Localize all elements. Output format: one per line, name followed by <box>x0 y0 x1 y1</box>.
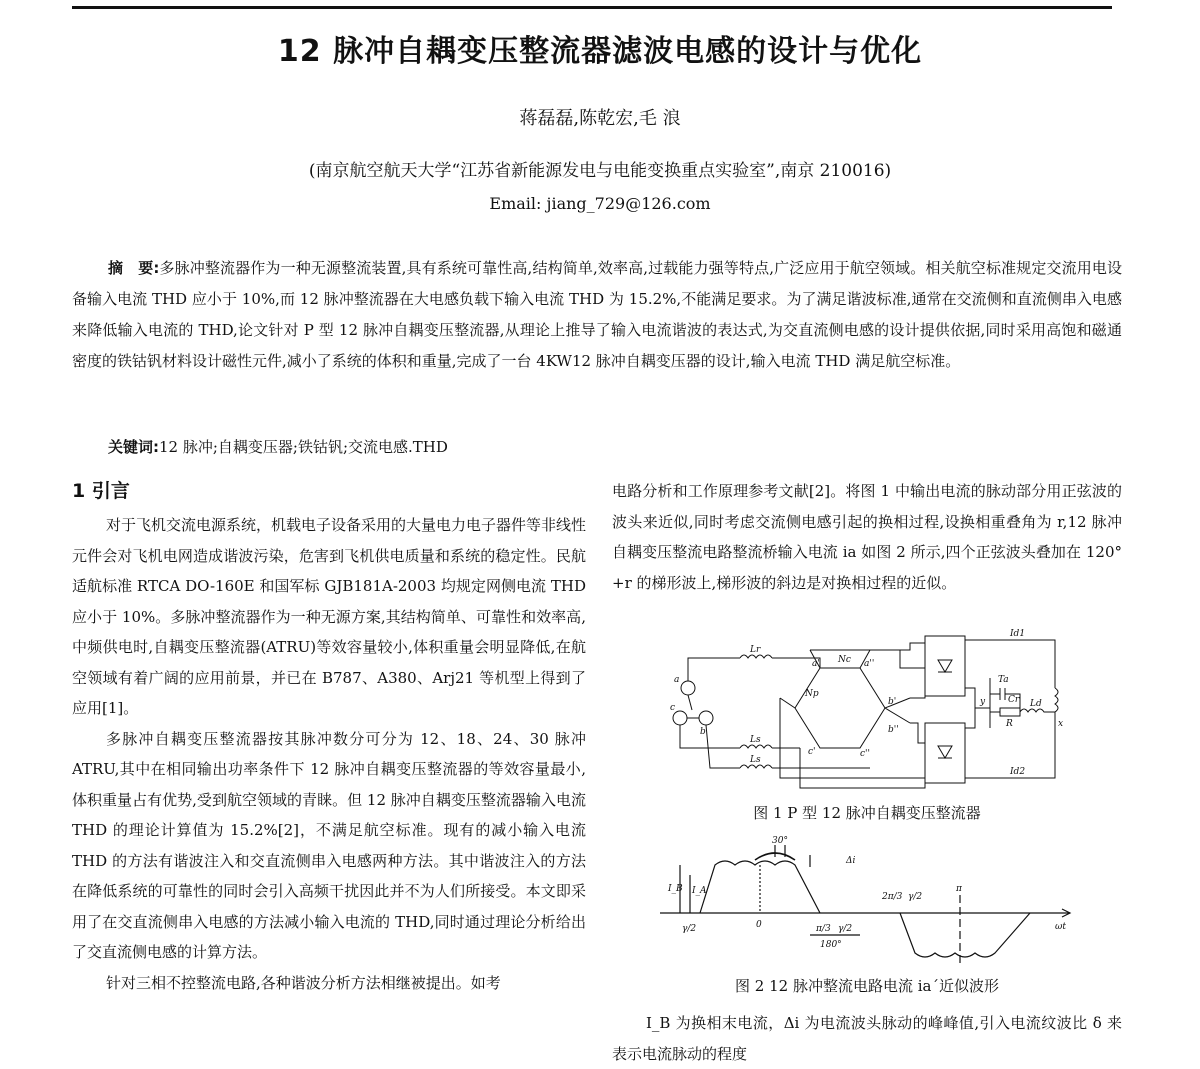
fig1-label-a1: a' <box>812 659 820 669</box>
fig1-label-a: a <box>674 675 680 685</box>
fig2-label-pi: π <box>956 884 962 894</box>
left-column <box>72 476 586 998</box>
fig1-label-r: R <box>1006 719 1013 729</box>
figure-1-caption: 图 1 P 型 12 脉冲自耦变压整流器 <box>753 804 981 822</box>
paper-title: 12 脉冲自耦变压整流器滤波电感的设计与优化 <box>277 34 923 69</box>
fig1-label-ld: Ld <box>1030 699 1042 709</box>
fig1-label-ls2: Ls <box>750 755 761 765</box>
paragraph-right-2: I_B 为换相末电流，Δi 为电流波头脉动的峰峰值,引入电流纹波比 δ 来表示电流脉动的程度 <box>612 1014 1122 1063</box>
fig2-label-2pi3: 2π/3 <box>882 892 903 902</box>
figure-2-caption: 图 2 12 脉冲整流电路电流 ia´近似波形 <box>735 977 999 995</box>
top-rule <box>72 6 1112 9</box>
fig1-label-a2: a'' <box>864 659 875 669</box>
fig1-label-ls: Ls <box>750 735 761 745</box>
fig1-label-b1: b' <box>888 697 897 707</box>
fig1-label-b2: b'' <box>888 725 899 735</box>
keywords-label: 关键词: <box>108 438 159 456</box>
fig2-label-pi3: π/3 <box>816 924 831 934</box>
fig2-label-gamma2: γ/2 <box>838 924 853 934</box>
figure-2-waveform <box>660 835 1080 970</box>
abstract-text: 多脉冲整流器作为一种无源整流装置,具有系统可靠性高,结构简单,效率高,过载能力强等特点,广泛应用于航空领域。相关航空标准规定交流用电设备输入电流 THD 应小于 10%,而 12 脉冲整流器在大电感负载下输入电流 THD 为 15.2%,不能满足要求。为了满足谐波标准,通常在交流侧和直流侧串入电感来降低输入电流的 THD,论文针对 P 型 12 脉冲自耦变压整流器,从理论上推导了输入电流谐波的表达式,为交直流侧电感的设计提供依据,同时采用高饱和磁通密度的铁钴钒材料设计磁性元件,减小了系统的体积和重量,完成了一台 4KW12 脉冲自耦变压器的设计,输入电流 THD 满足航空标准。 <box>72 259 1122 370</box>
fig1-label-lr: Lr <box>750 645 761 655</box>
fig2-label-30deg: 30° <box>772 836 788 846</box>
figure-1-circuit <box>670 628 1070 793</box>
fig2-label-gamma3: γ/2 <box>908 892 923 902</box>
fig2-label-ib: I_B <box>668 884 683 894</box>
keywords <box>108 436 448 457</box>
section-heading: 1 引言 <box>72 480 130 502</box>
keywords-text: 12 脉冲;自耦变压器;铁钴钒;交流电感.THD <box>159 438 448 456</box>
paragraph-2: 多脉冲自耦变压整流器按其脉冲数分可分为 12、18、24、30 脉冲 ATRU,其中在相同输出功率条件下 12 脉冲自耦变压整流器的等效容量最小,体积重量占有优势,受到航空领域的青睐。但 12 脉冲自耦变压整流器输入电流 THD 的理论计算值为 15.2%[2]，不满足航空标准。现有的减小输入电流 THD 的方法有谐波注入和交直流侧串入电感两种方法。其中谐波注入的方法在降低系统的可靠性的同时会引入高频干扰因此并不为人们所接受。本文即采用了在交直流侧串入电感的方法减小输入电流的 THD,同时通过理论分析给出了交直流侧电感的计算方法。 <box>72 729 586 961</box>
fig2-label-zero: 0 <box>756 920 762 930</box>
fig1-label-cr: Cr <box>1008 695 1020 705</box>
fig1-label-id1: Id1 <box>1010 629 1026 639</box>
fig1-label-nc: Nc <box>838 655 851 665</box>
fig1-label-c: c <box>670 703 676 713</box>
abstract-label: 摘 要: <box>108 259 160 277</box>
fig1-label-np: Np <box>805 689 819 699</box>
paragraph-1: 对于飞机交流电源系统，机载电子设备采用的大量电力电子器件等非线性元件会对飞机电网造成谐波污染，危害到飞机供电质量和系统的稳定性。民航适航标准 RTCA DO-160E 和国军标 GJB181A-2003 均规定网侧电流 THD 应小于 10%。多脉冲整流器作为一种无源方案,其结构简单、可靠性和效率高,中频供电时,自耦变压整流器(ATRU)等效容量较小,体积重量会明显降低,在航空领域有着广阔的应用前景，并已在 B787、A380、Arj21 等机型上得到了应用[1]。 <box>72 516 587 717</box>
fig2-label-gamma1: γ/2 <box>682 924 697 934</box>
fig1-label-id2: Id2 <box>1010 767 1026 777</box>
fig1-label-ta: Ta <box>998 675 1009 685</box>
fig2-label-ia: I_A <box>692 886 707 896</box>
fig1-label-c1: c' <box>808 747 816 757</box>
abstract <box>72 253 1122 377</box>
fig2-label-180deg: 180° <box>820 940 842 950</box>
email: Email: jiang_729@126.com <box>489 194 711 213</box>
paragraph-3: 针对三相不控整流电路,各种谐波分析方法相继被提出。如考 <box>106 973 501 992</box>
fig1-label-c2: c'' <box>860 749 870 759</box>
affiliation: (南京航空航天大学“江苏省新能源发电与电能变换重点实验室”,南京 210016) <box>308 161 892 181</box>
fig1-label-b: b <box>700 727 706 737</box>
authors: 蒋磊磊,陈乾宏,毛 浪 <box>519 108 681 129</box>
paragraph-right-1: 电路分析和工作原理参考文献[2]。将图 1 中输出电流的脉动部分用正弦波的波头来近似,同时考虑交流侧电感引起的换相过程,设换相重叠角为 r,12 脉冲自耦变压整流电路整流桥输入电流 ia 如图 2 所示,四个正弦波头叠加在 120°+r 的梯形波上,梯形波的斜边是对换相过程的近似。 <box>612 482 1122 592</box>
fig2-label-delta-i: Δi <box>846 856 856 866</box>
fig2-label-wt: ωt <box>1055 922 1066 932</box>
fig1-label-x: x <box>1058 719 1064 729</box>
fig1-label-y: y <box>980 697 986 707</box>
